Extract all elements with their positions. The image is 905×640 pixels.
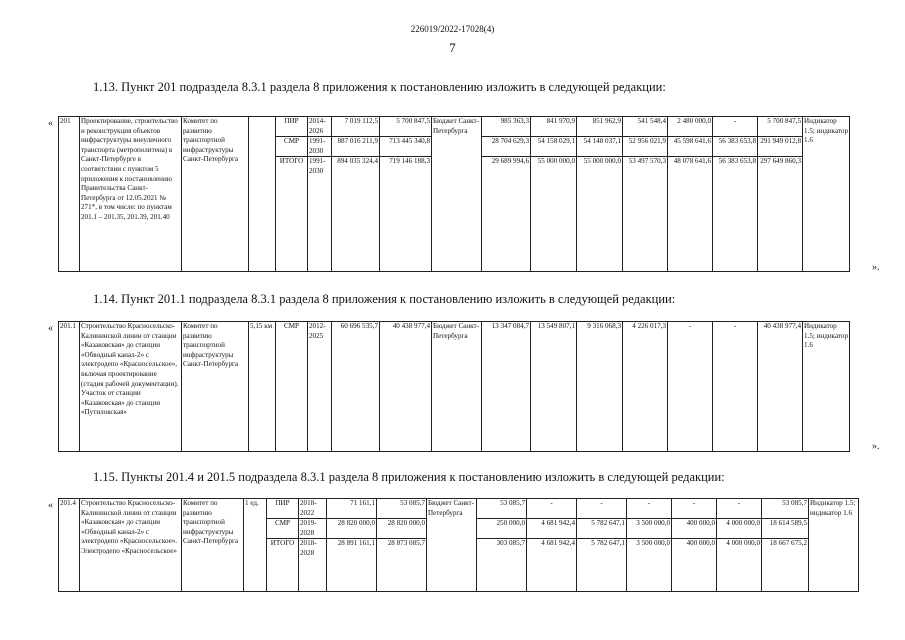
stage-cell: ИТОГО [276, 157, 308, 272]
year-value-cell: - [717, 499, 762, 519]
total-cost-cell: 894 035 324,4 [332, 157, 380, 272]
year-value-cell: 53 085,7 [477, 499, 527, 519]
year-value-cell: 3 500 000,0 [627, 539, 672, 592]
year-value-cell: 2 480 000,0 [668, 117, 713, 137]
total-cost-cell: 28 891 161,1 [327, 539, 377, 592]
closing-quote: ». [872, 262, 880, 273]
total-cost-cell: 28 820 000,0 [327, 519, 377, 539]
period-cell: 2014-2026 [308, 117, 332, 137]
year-value-cell: 5 782 647,1 [577, 539, 627, 592]
item-indicator: Индикатор 1.5; индикатор 1.6 [809, 499, 859, 592]
year-value-cell: 541 548,4 [623, 117, 668, 137]
year-value-cell: - [672, 499, 717, 519]
year-value-cell: 45 598 641,6 [668, 137, 713, 157]
year-value-cell: 5 782 647,1 [577, 519, 627, 539]
funding-source: Бюджет Санкт-Петербурга [432, 322, 482, 452]
stage-cell: ИТОГО [267, 539, 299, 592]
year-value-cell: 48 078 641,6 [668, 157, 713, 272]
year-value-cell: 52 956 021,9 [623, 137, 668, 157]
section-heading-1-15: 1.15. Пункты 201.4 и 201.5 подраздела 8.3.1 раздела 8 приложения к постановлению изложить в следующей редакции: [93, 470, 725, 484]
amendment-table-201-1 [58, 321, 905, 452]
year-value-cell: 4 000 000,0 [717, 539, 762, 592]
year-value-cell: - [668, 322, 713, 452]
item-number: 201 [59, 117, 80, 272]
year-value-cell: 29 689 994,6 [482, 157, 531, 272]
item-name: Проектирование, строительство и реконструкция объектов инфраструктуры внеуличного транспорта (метрополитена) в Санкт-Петербурге в соответствии с пунктом 5 приложения к постановлению Правительства Санкт-Петербурга от 12.05.2021 № 271*, в том числе: по пунктам 201.1 – 201.35, 201.39, 201.40 [80, 117, 182, 272]
remaining-cost-cell: 28 820 000,0 [377, 519, 427, 539]
item-number: 201.1 [59, 322, 80, 452]
last-value-cell: 291 949 012,8 [758, 137, 803, 157]
last-value-cell: 5 700 847,5 [758, 117, 803, 137]
period-cell: 1991-2030 [308, 137, 332, 157]
opening-quote: « [48, 118, 53, 129]
year-value-cell: 13 347 084,7 [482, 322, 531, 452]
year-value-cell: 55 000 000,0 [531, 157, 577, 272]
year-value-cell: 9 316 068,3 [577, 322, 623, 452]
total-cost-cell: 887 016 211,9 [332, 137, 380, 157]
year-value-cell: 841 970,9 [531, 117, 577, 137]
year-value-cell: 4 226 017,3 [623, 322, 668, 452]
stage-cell: СМР [276, 322, 308, 452]
remaining-cost-cell: 28 873 085,7 [377, 539, 427, 592]
section-heading-1-14: 1.14. Пункт 201.1 подраздела 8.3.1 раздела 8 приложения к постановлению изложить в следующей редакции: [93, 292, 676, 306]
period-cell: 2012-2025 [308, 322, 332, 452]
year-value-cell: 28 704 629,3 [482, 137, 531, 157]
item-capacity: 1 ед. [244, 499, 267, 592]
year-value-cell: - [627, 499, 672, 519]
last-value-cell: 40 438 977,4 [758, 322, 803, 452]
amendment-table-201-4 [58, 498, 905, 592]
amendment-table-201 [58, 116, 905, 272]
year-value-cell: 985 363,3 [482, 117, 531, 137]
remaining-cost-cell: 5 700 847,5 [380, 117, 432, 137]
year-value-cell: 54 158 029,1 [531, 137, 577, 157]
total-cost-cell: 71 161,1 [327, 499, 377, 519]
page-number: 7 [449, 40, 456, 55]
funding-source: Бюджет Санкт-Петербурга [427, 499, 477, 592]
period-cell: 1991-2030 [308, 157, 332, 272]
year-value-cell: 4 000 000,0 [717, 519, 762, 539]
year-value-cell: 56 383 653,8 [713, 137, 758, 157]
period-cell: 2018-2022 [299, 499, 327, 519]
item-executor: Комитет по развитию транспортной инфраструктуры Санкт-Петербурга [182, 499, 244, 592]
year-value-cell: - [713, 117, 758, 137]
year-value-cell: 56 383 653,8 [713, 157, 758, 272]
year-value-cell: 250 000,0 [477, 519, 527, 539]
item-indicator: Индикатор 1.5; индикатор 1.6 [803, 117, 850, 272]
period-cell: 2018-2028 [299, 539, 327, 592]
stage-cell: СМР [276, 137, 308, 157]
remaining-cost-cell: 40 438 977,4 [380, 322, 432, 452]
year-value-cell: 3 500 000,0 [627, 519, 672, 539]
closing-quote: ». [872, 441, 880, 452]
opening-quote: « [48, 500, 53, 511]
year-value-cell: - [713, 322, 758, 452]
item-indicator: Индикатор 1.5; индикатор 1.6 [803, 322, 850, 452]
item-executor: Комитет по развитию транспортной инфраструктуры Санкт-Петербурга [182, 117, 249, 272]
stage-cell: ПИР [267, 499, 299, 519]
document-number: 226019/2022-17028(4) [410, 24, 495, 34]
year-value-cell: - [577, 499, 627, 519]
stage-cell: СМР [267, 519, 299, 539]
funding-source: Бюджет Санкт-Петербурга [432, 117, 482, 272]
year-value-cell: 303 085,7 [477, 539, 527, 592]
remaining-cost-cell: 713 445 340,8 [380, 137, 432, 157]
total-cost-cell: 60 696 535,7 [332, 322, 380, 452]
last-value-cell: 18 614 589,5 [762, 519, 809, 539]
year-value-cell: 400 000,0 [672, 519, 717, 539]
year-value-cell: 54 148 037,1 [577, 137, 623, 157]
remaining-cost-cell: 719 146 188,3 [380, 157, 432, 272]
item-executor: Комитет по развитию транспортной инфраструктуры Санкт-Петербурга [182, 322, 249, 452]
last-value-cell: 18 667 675,2 [762, 539, 809, 592]
year-value-cell: 55 000 000,0 [577, 157, 623, 272]
total-cost-cell: 7 019 112,5 [332, 117, 380, 137]
year-value-cell: 851 962,9 [577, 117, 623, 137]
last-value-cell: 53 085,7 [762, 499, 809, 519]
period-cell: 2019-2028 [299, 519, 327, 539]
year-value-cell: 53 497 570,3 [623, 157, 668, 272]
opening-quote: « [48, 323, 53, 334]
item-capacity: 5,15 км [249, 322, 276, 452]
last-value-cell: 297 649 860,3 [758, 157, 803, 272]
item-name: Строительство Красносельско-Калининской линии от станции «Казаковская» до станции «Обводный канал-2» с электродепо «Красносельское», включая проектирование (стадия рабочей документации). Участок от станции «Казаковская» до станции «Путиловская» [80, 322, 182, 452]
item-number: 201.4 [59, 499, 80, 592]
section-heading-1-13: 1.13. Пункт 201 подраздела 8.3.1 раздела 8 приложения к постановлению изложить в следующей редакции: [93, 80, 666, 94]
year-value-cell: 400 000,0 [672, 539, 717, 592]
item-name: Строительство Красносельско-Калининской линии от станции «Казаковская» до станции «Обводный канал-2» с электродепо «Красносельское». Электродепо «Красносельское» [80, 499, 182, 592]
year-value-cell: 4 681 942,4 [527, 539, 577, 592]
year-value-cell: 4 681 942,4 [527, 519, 577, 539]
year-value-cell: - [527, 499, 577, 519]
item-capacity [249, 117, 276, 272]
year-value-cell: 13 549 807,1 [531, 322, 577, 452]
remaining-cost-cell: 53 085,7 [377, 499, 427, 519]
stage-cell: ПИР [276, 117, 308, 137]
